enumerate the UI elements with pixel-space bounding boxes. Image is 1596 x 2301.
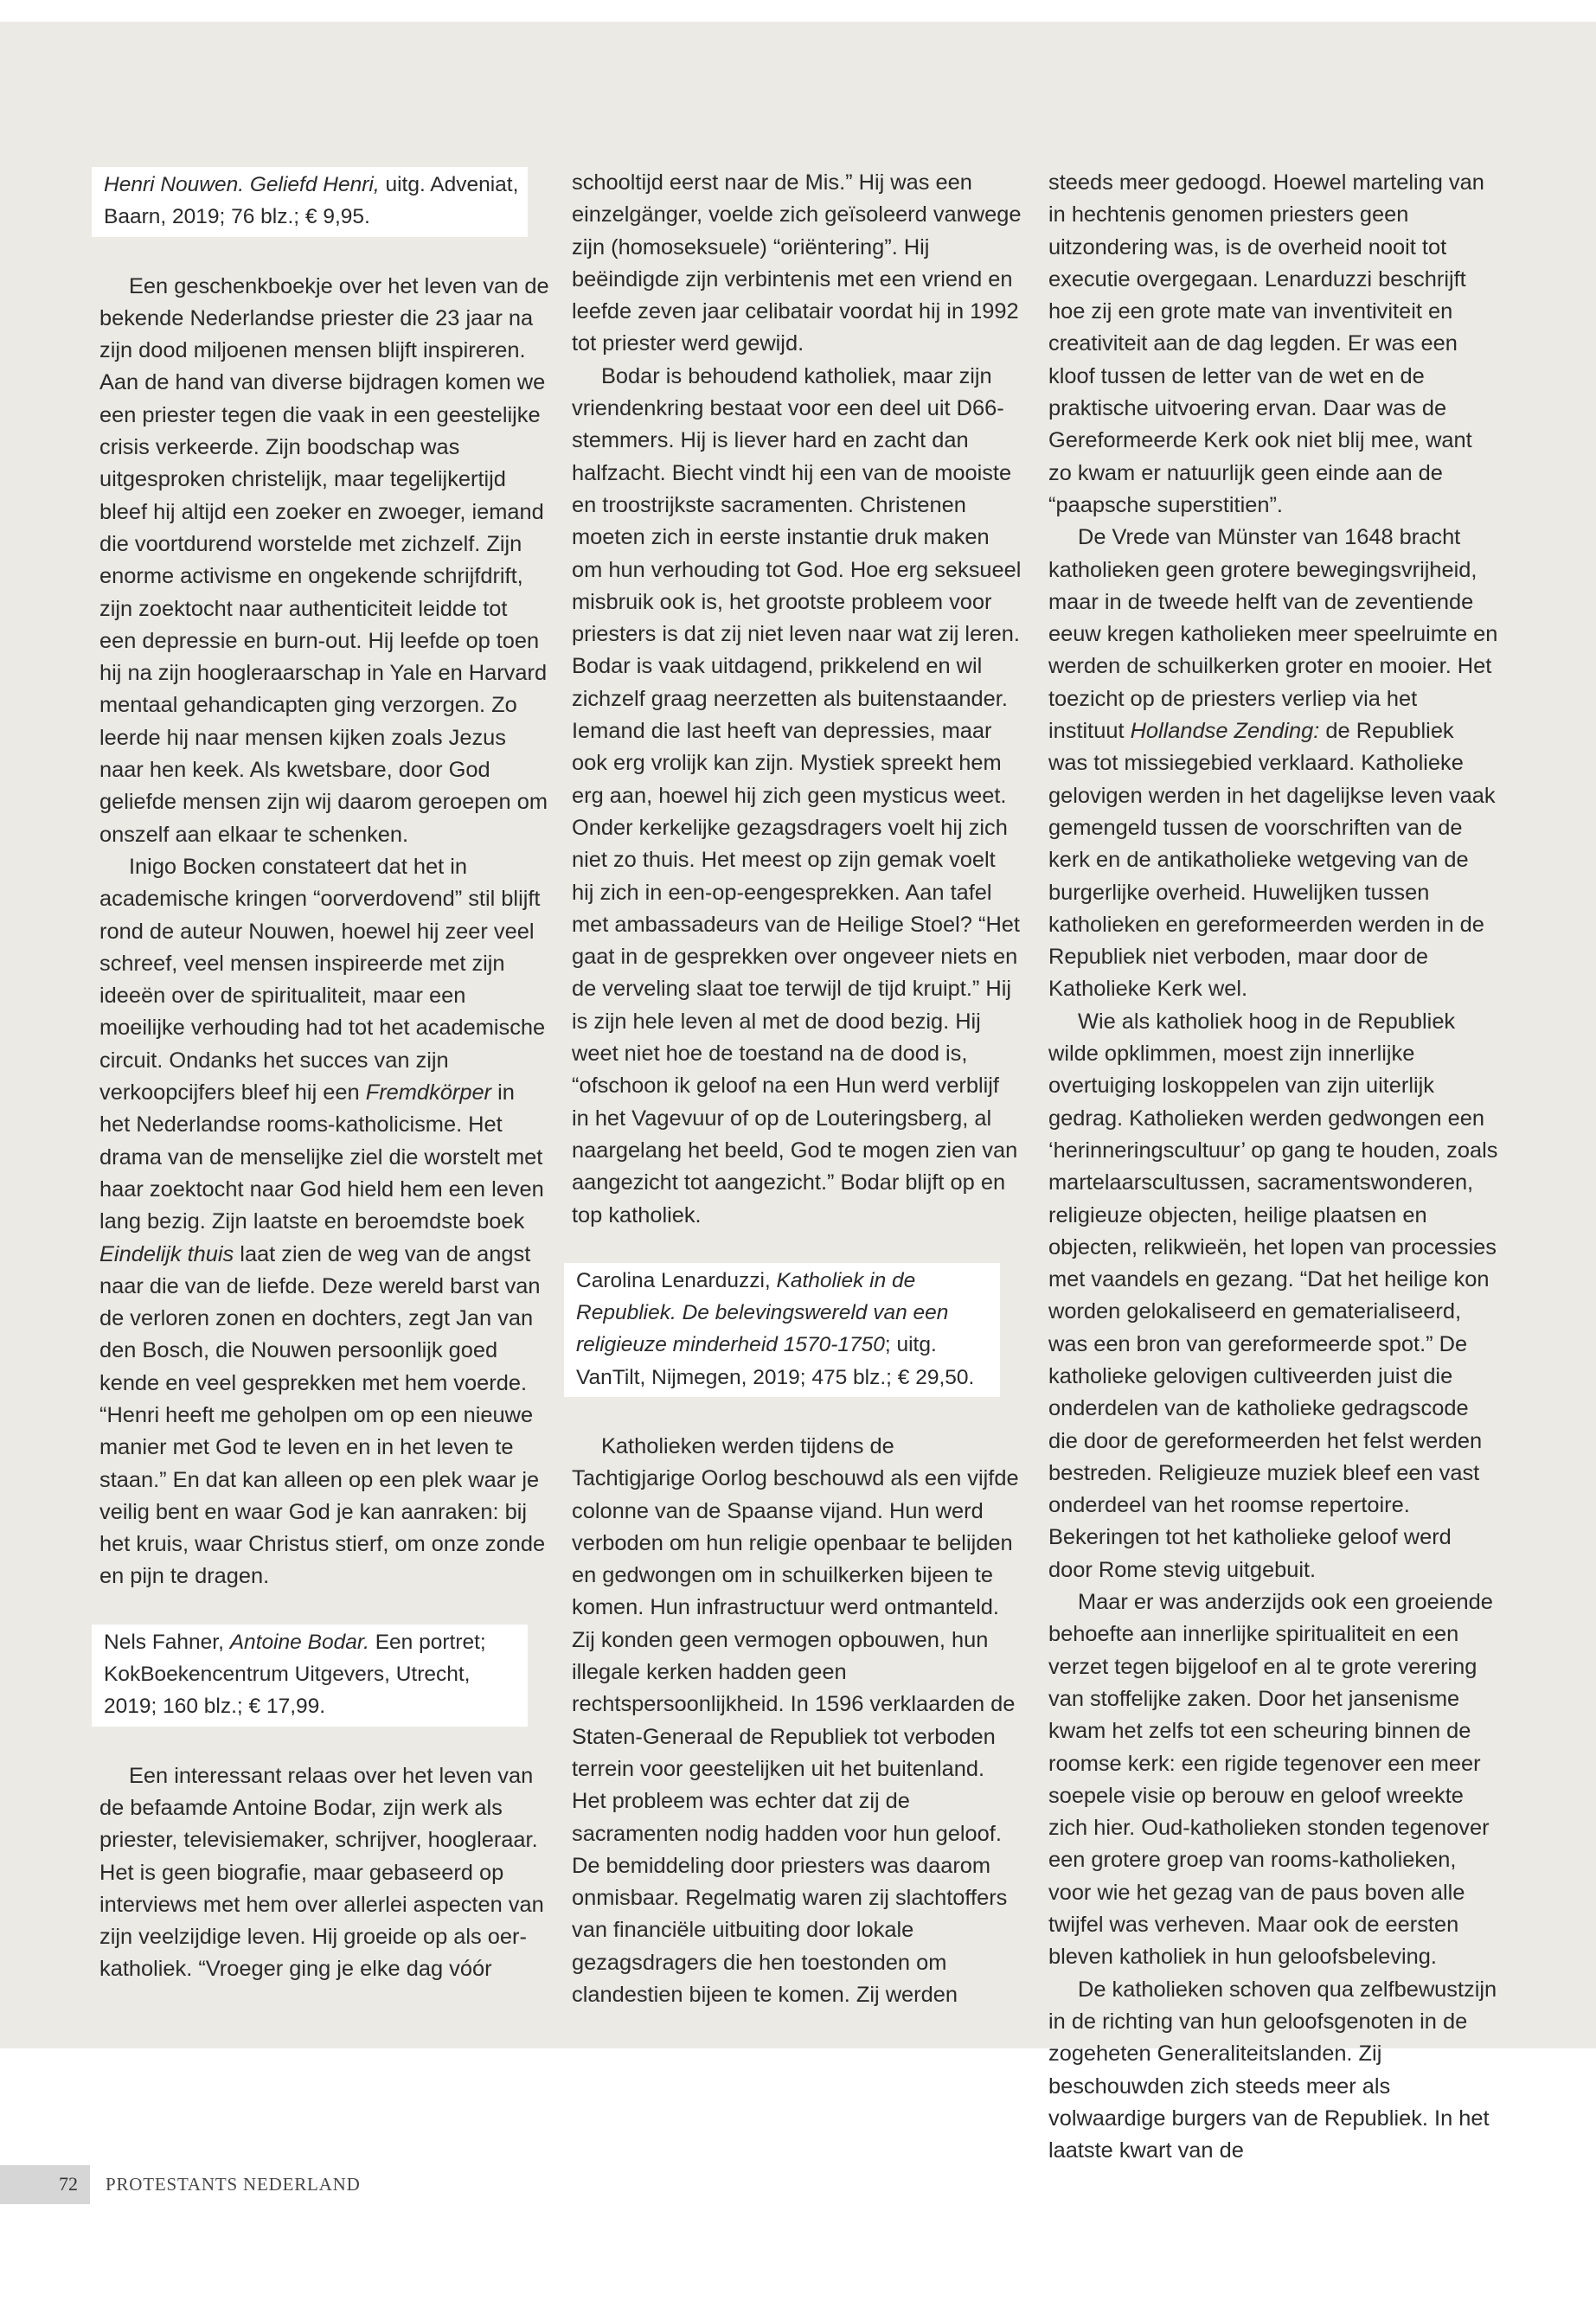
review-paragraph: Een geschenkboekje over het leven van de bekende Nederlandse priester die 23 jaar na zijn dood miljoenen mensen blijft inspireren. Aan de hand van diverse bijdragen komen we een priester tegen die vaak in een geestelijke crisis verkeerde. Zijn boodschap was uitgesproken christelijk, maar tegelijkertijd bleef hij altijd een zoeker en zwoeger, iemand die voortdurend worstelde met zichzelf. Zijn enorme activisme en ongekende schrijfdrift, zijn zoektocht naar authenticiteit leidde tot een depressie en burn-out. Hij leefde op toen hij na zijn hoogleraarschap in Yale en Harvard mentaal gehandicapten ging verzorgen. Zo leerde hij naar mensen kijken zoals Jezus naar hen keek. Als kwetsbare, door God geliefde mensen zijn wij daarom geroepen om onszelf aan elkaar te schenken. bbox=[99, 273, 549, 847]
book-publisher: uitg. Adveniat, bbox=[379, 173, 519, 196]
book-info-nouwen bbox=[92, 167, 528, 237]
book-info-lenarduzzi: Carolina Lenarduzzi, Katholiek in de Republiek. De belevingswereld van een religieuze minderheid 1570-1750; uitg. VanTilt, Nijmegen, 2019; 475 blz.; € 29,50. bbox=[564, 1263, 1000, 1397]
review-paragraph: De Vrede van Münster van 1648 bracht katholieken geen grotere bewegingsvrijheid, maar in de tweede helft van de zeventiende eeuw kregen katholieken meer speelruimte en werden de schuilkerken groter en mooier. Het toezicht op de priesters verliep via het instituut Hollandse Zending: de Republiek was tot missiegebied verklaard. Katholieke gelovigen werden in het dagelijkse leven vaak gemengeld tussen de voorschriften van de kerk en de antikatholieke wetgeving van de burgerlijke overheid. Huwelijken tussen katholieken en gereformeerden werden in de Republiek niet verboden, maar door de Katholieke Kerk wel. bbox=[1048, 525, 1498, 1002]
review-paragraph: Wie als katholiek hoog in de Republiek wilde opklimmen, moest zijn innerlijke overtuiging loskoppelen van zijn uiterlijk gedrag. Katholieken werden gedwongen een ‘herinneringscultuur’ op gang te houden, zoals martelaarscultussen, sacramentswonderen, religieuze objecten, heilige plaatsen en objecten, relikwieën, het lopen van processies met vaandels en gezang. “Dat het heilige kon worden gelokaliseerd en gematerialiseerd, was een bron van gereformeerde spot.” De katholieke gelovigen cultiveerden juist die onderdelen van de katholieke gedragscode die door de gereformeerden het felst werden bestreden. Religieuze muziek bleef een vast onderdeel van het roomse repertoire. Bekeringen tot het katholieke geloof werd door Rome stevig uitgebuit. bbox=[1048, 1009, 1498, 1582]
column-3 bbox=[1048, 167, 1498, 2167]
review-paragraph: Katholieken werden tijdens de Tachtigjarige Oorlog beschouwd als een vijfde colonne van de Spaanse vijand. Hun werd verboden om hun religie openbaar te belijden en gedwongen om in schuilkerken bijeen te komen. Hun infrastructuur werd ontmanteld. Zij konden geen vermogen opbouwen, hun illegale kerken hadden geen rechtspersoonlijkheid. In 1596 verklaarden de Staten-Generaal de Republiek tot verboden terrein voor geestelijken uit het buitenland. Het probleem was echter dat zij de sacramenten nodig hadden voor hun geloof. De bemiddeling door priesters was daarom onmisbaar. Regelmatig waren zij slachtoffers van financiële uitbuiting door lokale gezagsdragers die hen toestonden om clandestien bijeen te komen. Zij werden bbox=[572, 1433, 1019, 2008]
column-1 bbox=[99, 167, 549, 1986]
page-footer bbox=[0, 2165, 1596, 2204]
book-details: Baarn, 2019; 76 blz.; € 9,95. bbox=[104, 205, 370, 229]
review-paragraph: Bodar is behoudend katholiek, maar zijn vriendenkring bestaat voor een deel uit D66-stemmers. Hij is liever hard en zacht dan halfzacht. Biecht vindt hij een van de mooiste en troostrijkste sacramenten. Christenen moeten zich in eerste instantie druk maken om hun verhouding tot God. Hoe erg seksueel misbruik ook is, het grootste probleem voor priesters is dat zij niet leven naar wat zij leren. Bodar is vaak uitdagend, prikkelend en wil zichzelf graag neerzetten als buitenstaander. Iemand die last heeft van depressies, maar ook erg vrolijk kan zijn. Mystiek spreekt hem erg aan, hoewel hij zich geen mysticus weet. Onder kerkelijke gezagsdragers voelt hij zich niet zo thuis. Het meest op zijn gemak voelt hij zich in een-op-eengesprekken. Aan tafel met ambassadeurs van de Heilige Stoel? “Het gaat in de gesprekken over ongeveer niets en de verveling slaat toe terwijl de tijd kruipt.” Hij is zijn hele leven al met de dood bezig. Hij weet niet hoe de toestand na de dood is, “ofschoon ik geloof na een Hun werd verblijf in het Vagevuur of op de Louteringsberg, al naargelang het beeld, God te mogen zien van aangezicht tot aangezicht.” Bodar blijft op en top katholiek. bbox=[572, 363, 1022, 1227]
review-paragraph: De katholieken schoven qua zelfbewustzijn in de richting van hun geloofsgenoten in de zogeheten Generaliteitslanden. Zij beschouwden zich steeds meer als volwaardige burgers van de Republiek. In het laatste kwart van de bbox=[1048, 1977, 1497, 2163]
book-title: Geliefd Henri, bbox=[249, 173, 380, 196]
review-paragraph-continued: steeds meer gedoogd. Hoewel marteling van in hechtenis genomen priesters geen uitzondering was, is de overheid nooit tot executie overgegaan. Lenarduzzi beschrijft hoe zij een grote mate van inventiviteit en creativiteit aan de dag legden. Er was een kloof tussen de letter van de wet en de praktische uitvoering ervan. Daar was de Gereformeerde Kerk ook niet blij mee, want zo kwam er natuurlijk geen einde aan de “paapsche superstitien”. bbox=[1048, 170, 1484, 517]
review-paragraph-continued: schooltijd eerst naar de Mis.” Hij was een einzelgänger, voelde zich geïsoleerd vanwege zijn (homoseksuele) “oriëntering”. Hij beëindigde zijn verbintenis met een vriend en leefde zeven jaar celibatair voordat hij in 1992 tot priester werd gewijd. bbox=[572, 170, 1022, 356]
review-paragraph: Maar er was anderzijds ook een groeiende behoefte aan innerlijke spiritualiteit en een verzet tegen bijgeloof en al te grote verering van stoffelijke zaken. Door het jansenisme kwam het zelfs tot een scheuring binnen de roomse kerk: een rigide tegenover een meer soepele visie op berouw en geloof wreekte zich hier. Oud-katholieken stonden tegenover een grotere groep van rooms-katholieken, voor wie het gezag van de paus boven alle twijfel was verheven. Maar ook de eersten bleven katholiek in hun geloofsbeleving. bbox=[1048, 1590, 1493, 1970]
magazine-name: PROTESTANTS NEDERLAND bbox=[106, 2174, 361, 2195]
review-paragraph: Inigo Bocken constateert dat het in academische kringen “oorverdovend” stil blijft rond de auteur Nouwen, hoewel hij zeer veel schreef, veel mensen inspireerde met zijn ideeën over de spiritualiteit, maar een moeilijke verhouding had tot het academische circuit. Ondanks het succes van zijn verkoopcijfers bleef hij een Fremdkörper in het Nederlandse rooms-katholicisme. Het drama van de menselijke ziel die worstelt met haar zoektocht naar God hield hem een leven lang bezig. Zijn laatste en beroemdste boek Eindelijk thuis laat zien de weg van de angst naar die van de liefde. Deze wereld barst van de verloren zonen en dochters, zegt Jan van den Bosch, die Nouwen persoonlijk goed kende en veel gesprekken met hem voerde. “Henri heeft me geholpen om op een nieuwe manier met God te leven en in het leven te staan.” En dat kan alleen op een plek waar je veilig bent en waar God je kan aanraken: bij het kruis, waar Christus stierf, om onze zonde en pijn te dragen. bbox=[99, 854, 546, 1589]
review-paragraph: Een interessant relaas over het leven van de befaamde Antoine Bodar, zijn werk als priester, televisiemaker, schrijver, hoogleraar. Het is geen biografie, maar gebaseerd op interviews met hem over allerlei aspecten van zijn veelzijdige leven. Hij groeide op als oer-katholiek. “Vroeger ging je elke dag vóór bbox=[99, 1763, 544, 1982]
column-2 bbox=[572, 167, 1022, 2011]
book-info-bodar: Nels Fahner, Antoine Bodar. Een portret; KokBoekencentrum Uitgevers, Utrecht, 2019; 160 blz.; € 17,99. bbox=[92, 1625, 528, 1727]
page-number: 72 bbox=[59, 2173, 78, 2195]
book-author: Henri Nouwen. bbox=[104, 173, 250, 196]
